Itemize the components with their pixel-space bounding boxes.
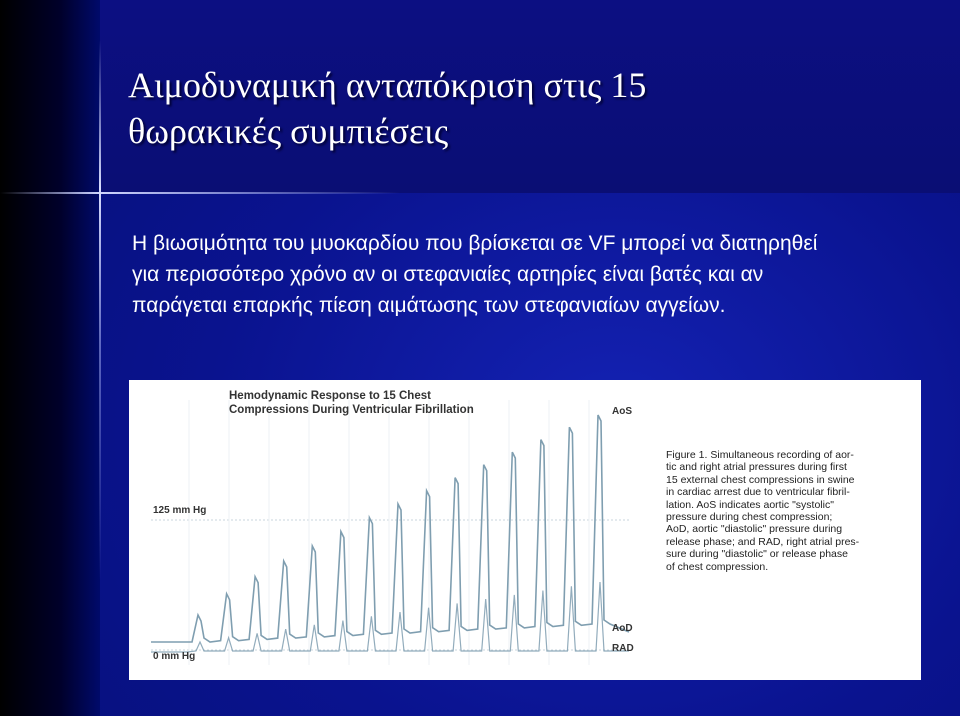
right-atrial-pressure-trace <box>151 582 629 652</box>
body-line-2: για περισσότερο χρόνο αν οι στεφανιαίες αρτηρίες είναι βατές και αν <box>132 263 764 286</box>
caption-line-2: tic and right atrial pressures during first <box>666 461 847 474</box>
decorative-vertical-line <box>99 40 101 716</box>
slide-title-line-2: θωρακικές συμπιέσεις <box>128 111 449 151</box>
slide-body-text <box>132 228 932 321</box>
aortic-pressure-trace <box>151 415 629 642</box>
caption-line-4: in cardiac arrest due to ventricular fibril- <box>666 486 850 499</box>
figure-caption <box>666 449 906 573</box>
figure-title-line-1: Hemodynamic Response to 15 Chest <box>229 390 431 402</box>
label-aod: AoD <box>612 623 633 634</box>
figure-title <box>229 389 549 417</box>
slide-title <box>128 62 928 154</box>
caption-line-10: of chest compression. <box>666 560 769 573</box>
decorative-horizontal-line <box>0 192 400 194</box>
body-line-3: παράγεται επαρκής πίεση αιμάτωσης των στεφανιαίων αγγείων. <box>132 294 726 317</box>
caption-line-1: Figure 1. Simultaneous recording of aor- <box>666 449 854 461</box>
body-line-1: Η βιωσιμότητα του μυοκαρδίου που βρίσκεται σε VF μπορεί να διατηρηθεί <box>132 232 818 255</box>
caption-line-3: 15 external chest compressions in swine <box>666 473 855 486</box>
label-rad: RAD <box>612 643 634 654</box>
label-125-mmhg: 125 mm Hg <box>153 505 207 516</box>
figure-title-line-2: Compressions During Ventricular Fibrillation <box>229 404 474 416</box>
label-0-mmhg: 0 mm Hg <box>153 651 196 662</box>
caption-line-7: AoD, aortic "diastolic" pressure during <box>666 523 843 536</box>
caption-line-9: sure during "diastolic" or release phase <box>666 548 848 561</box>
pressure-traces <box>151 415 629 652</box>
caption-line-6: pressure during chest compression; <box>666 511 833 524</box>
caption-line-8: release phase; and RAD, right atrial pres- <box>666 535 860 548</box>
label-aos: AoS <box>612 406 632 417</box>
hemodynamic-figure <box>129 380 921 680</box>
slide-title-line-1: Αιμοδυναμική ανταπόκριση στις 15 <box>128 65 647 105</box>
caption-line-5: lation. AoS indicates aortic "systolic" <box>666 498 834 511</box>
